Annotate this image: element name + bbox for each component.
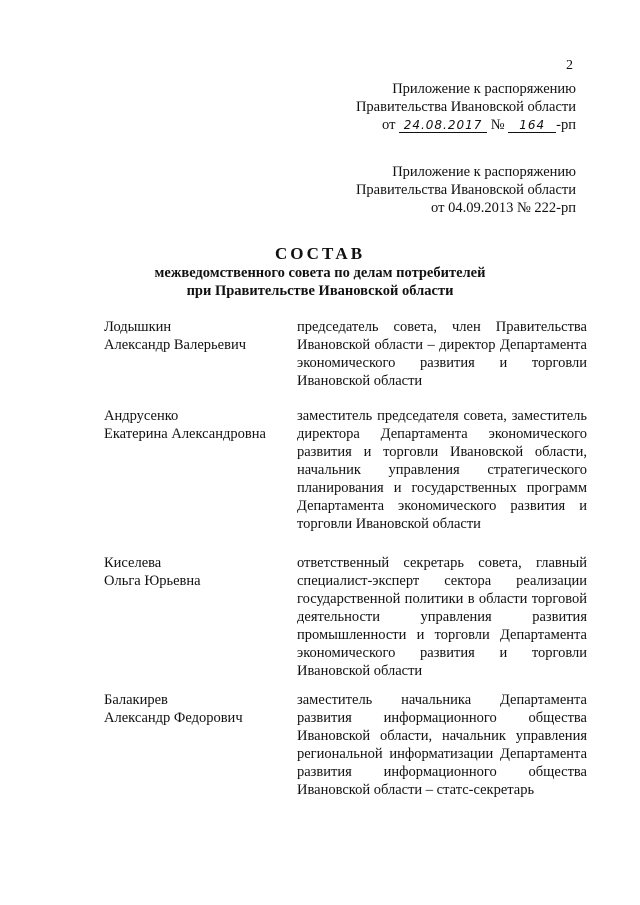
subtitle-line: межведомственного совета по делам потребителей: [154, 265, 486, 281]
member-given-name: Екатерина Александровна: [104, 426, 266, 442]
member-name: [104, 554, 284, 590]
member-surname: Балакирев: [104, 692, 168, 708]
member-surname: Лодышкин: [104, 319, 172, 335]
appendix-line: Правительства Ивановской области: [355, 99, 576, 115]
appendix-line: Правительства Ивановской области: [355, 182, 576, 198]
member-surname: Киселева: [104, 555, 162, 571]
member-role: ответственный секретарь совета, главный специалист-эксперт сектора реализации государственной политики в области торговой деятельности управления развития промышленности и торговли Департамента экономического развития и торговли Ивановской области: [297, 555, 587, 679]
appendix-header-old: [356, 163, 576, 217]
member-role: председатель совета, член Правительства Ивановской области – директор Департамента экономического развития и торговли Ивановской области: [297, 319, 587, 389]
member-role: заместитель председателя совета, заместитель директора Департамента экономического развития и торговли Ивановской области, начальник управления стратегического планирования и государственных программ Департамента экономического развития и торговли Ивановской области: [297, 408, 587, 532]
member-name: [104, 691, 284, 727]
appendix-line: Приложение к распоряжению: [392, 81, 576, 97]
page-number: 2: [566, 58, 573, 73]
member-role: заместитель начальника Департамента развития информационного общества Ивановской области, начальник управления региональной информатизации Департамента развития информационного общества Ивановской области – статс-секретарь: [297, 692, 587, 798]
member-name: [104, 407, 284, 443]
number-suffix: -рп: [556, 117, 576, 133]
document-title: СОСТАВ: [274, 244, 366, 263]
member-surname: Андрусенко: [104, 408, 179, 424]
handwritten-date: 24.08.2017: [399, 118, 487, 133]
member-name: [104, 318, 284, 354]
subtitle-line: при Правительстве Ивановской области: [186, 283, 454, 299]
appendix-date-line: [356, 116, 576, 134]
document-subtitle: [0, 264, 640, 300]
appendix-line: от 04.09.2013 № 222-рп: [431, 200, 576, 216]
member-given-name: Александр Валерьевич: [104, 337, 246, 353]
member-given-name: Ольга Юрьевна: [104, 573, 201, 589]
member-given-name: Александр Федорович: [104, 710, 243, 726]
from-label: от: [382, 117, 396, 133]
handwritten-number: 164: [508, 118, 556, 133]
appendix-header-new: [356, 80, 576, 134]
number-label: №: [490, 117, 505, 133]
appendix-line: Приложение к распоряжению: [392, 164, 576, 180]
